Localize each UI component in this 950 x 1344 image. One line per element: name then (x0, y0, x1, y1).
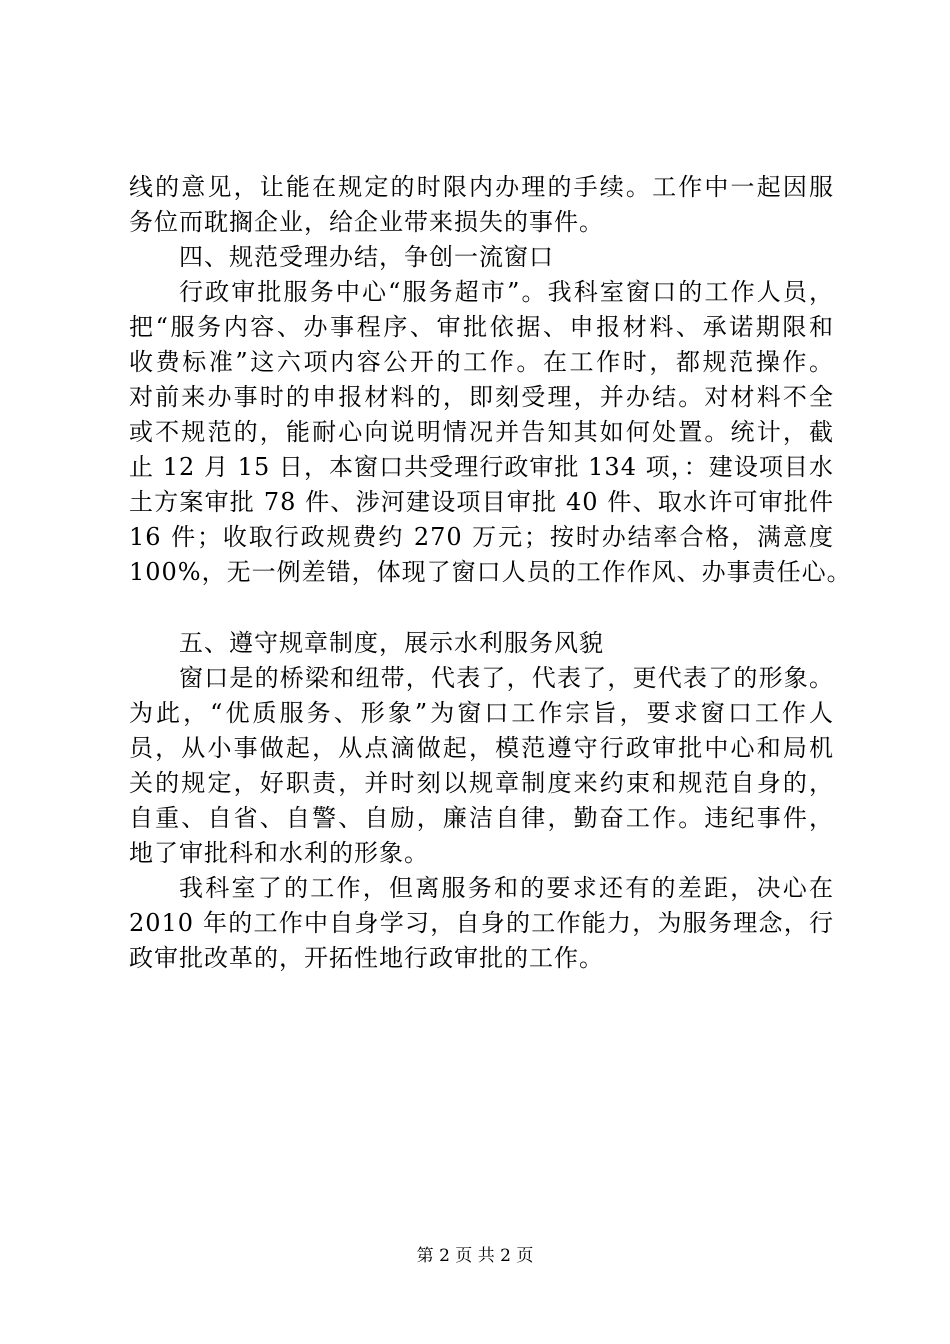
body-line: 窗口是的桥梁和纽带，代表了，代表了，更代表了的形象。 (179, 664, 834, 692)
body-line: 自重、自省、自警、自励，廉洁自律，勤奋工作。违纪事件， (129, 804, 834, 832)
body-line: 务位而耽搁企业，给企业带来损失的事件。 (129, 208, 604, 236)
body-line: 把“服务内容、办事程序、审批依据、申报材料、承诺期限和 (129, 313, 834, 341)
body-line: 16 件；收取行政规费约 270 万元；按时办结率合格，满意度 (129, 523, 834, 551)
section-heading: 四、规范受理办结，争创一流窗口 (179, 243, 554, 271)
body-line: 地了审批科和水利的形象。 (129, 839, 429, 867)
body-line: 关的规定，好职责，并时刻以规章制度来约束和规范自身的， (129, 769, 834, 797)
body-line: 止 12 月 15 日，本窗口共受理行政审批 134 项，：建设项目水 (129, 453, 834, 481)
body-line: 2010 年的工作中自身学习，自身的工作能力，为服务理念，行 (129, 909, 834, 937)
body-line: 土方案审批 78 件、涉河建设项目审批 40 件、取水许可审批件 (129, 488, 834, 516)
body-line: 对前来办事时的申报材料的，即刻受理，并办结。对材料不全 (129, 383, 834, 411)
document-body (129, 170, 852, 976)
paragraph-gap (129, 590, 834, 626)
body-line: 收费标准”这六项内容公开的工作。在工作时，都规范操作。 (129, 348, 834, 376)
body-line: 100%，无一例差错，体现了窗口人员的工作作风、办事责任心。 (129, 558, 852, 586)
body-line: 我科室了的工作，但离服务和的要求还有的差距，决心在 (179, 874, 834, 902)
body-line: 行政审批服务中心“服务超市”。我科室窗口的工作人员， (179, 278, 834, 306)
body-line: 政审批改革的，开拓性地行政审批的工作。 (129, 944, 604, 972)
body-line: 员，从小事做起，从点滴做起，模范遵守行政审批中心和局机 (129, 734, 834, 762)
section-heading: 五、遵守规章制度，展示水利服务风貌 (179, 629, 604, 657)
body-line: 或不规范的，能耐心向说明情况并告知其如何处置。统计，截 (129, 418, 834, 446)
body-line: 线的意见，让能在规定的时限内办理的手续。工作中一起因服 (129, 173, 834, 201)
body-line: 为此，“优质服务、形象”为窗口工作宗旨，要求窗口工作人 (129, 699, 834, 727)
page-footer: 第 2 页 共 2 页 (416, 1246, 534, 1266)
